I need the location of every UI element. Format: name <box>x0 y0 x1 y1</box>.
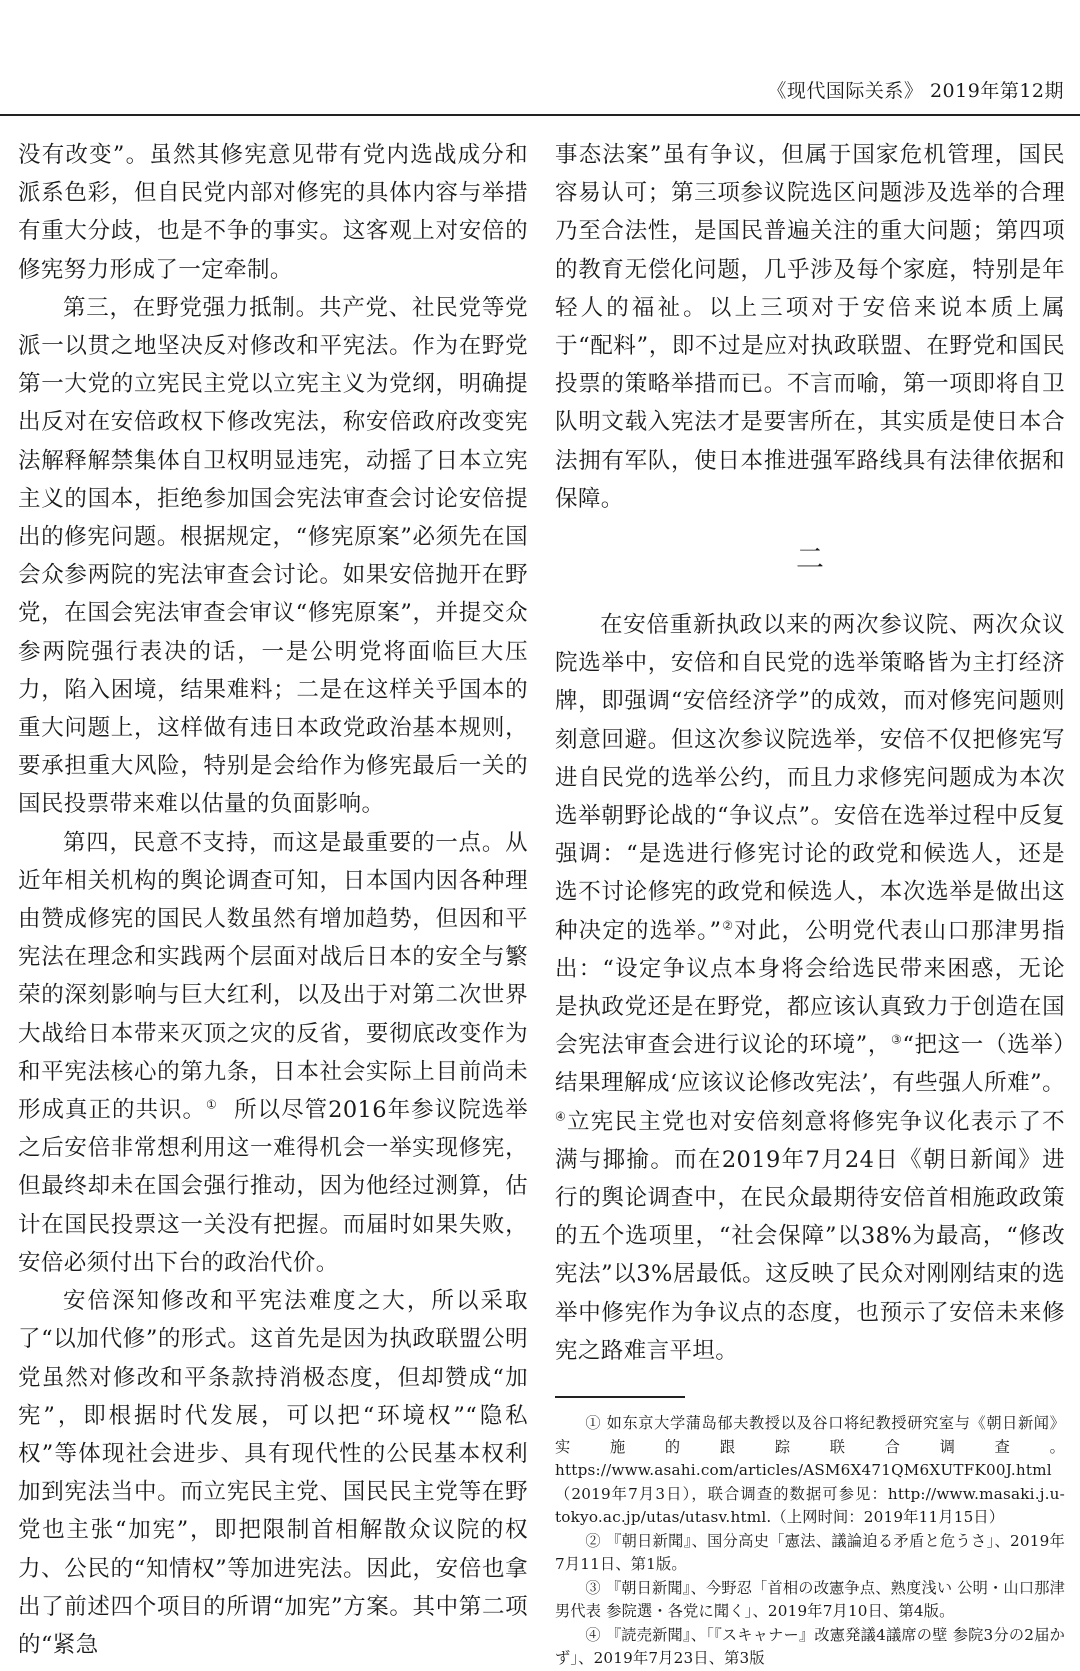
paragraph-election <box>555 606 1065 1370</box>
footnote-1: ① 如东京大学蒲岛郁夫教授以及谷口将纪教授研究室与《朝日新闻》实施的跟踪联合调查。https://www.asahi.com/articles/ASM6X471QM6XUTFK00J.html（2019年7月3日），联合调查的数据可参见：http://www.masaki.j.u-tokyo.ac.jp/utas/utasv.html.（上网时间：2019年11月15日） <box>555 1414 1065 1527</box>
right-column <box>555 136 1065 1671</box>
footnote-ref-2[interactable]: ② <box>721 918 735 933</box>
footnote-ref-4[interactable]: ④ <box>555 1109 568 1124</box>
paragraph-public-opinion-text: 第四，民意不支持，而这是最重要的一点。从近年相关机构的舆论调查可知，日本国内因各种理由赞成修宪的国民人数虽然有增加趋势，但因和平宪法在理念和实践两个层面对战后日本的安全与繁荣的深刻影响与巨大红利，以及出于对第二次世界大战给日本带来灭顶之灾的反省，要彻底改变作为和平宪法核心的第九条，日本社会实际上目前尚未形成真正的共识。 <box>18 829 528 1124</box>
left-column <box>18 136 528 1664</box>
paragraph-election-part-2: 对此，公明党代表山口那津男指出：“设定争议点本身将会给选民带来困惑，无论是执政党还是在野党，都应该认真致力于创造在国会宪法审查会进行议论的环境”， <box>555 917 1065 1059</box>
paragraph-public-opinion <box>18 824 528 1282</box>
header-rule <box>0 114 1080 116</box>
footnote-rule <box>555 1396 685 1398</box>
paragraph-public-opinion-cont: 所以尽管2016年参议院选举之后安倍非常想利用这一难得机会一举实现修宪，但最终却未在国会强行推动，因为他经过测算，估计在国民投票这一关没有把握。而届时如果失败，安倍必须付出下台的政治代价。 <box>18 1097 528 1276</box>
section-heading: 二 <box>795 542 824 576</box>
paragraph-add-amendment: 安倍深知修改和平宪法难度之大，所以采取了“以加代修”的形式。这首先是因为执政联盟公明党虽然对修改和平条款持消极态度，但却赞成“加宪”，即根据时代发展，可以把“环境权”“隐私权”等体现社会进步、具有现代性的公民基本权利加到宪法当中。而立宪民主党、国民民主党等在野党也主张“加宪”，即把限制首相解散众议院的权力、公民的“知情权”等加进宪法。因此，安倍也拿出了前述四个项目的所谓“加宪”方案。其中第二项的“紧急 <box>18 1288 528 1658</box>
paragraph-continuation: 没有改变”。虽然其修宪意见带有党内选战成分和派系色彩，但自民党内部对修宪的具体内容与举措有重大分歧，也是不争的事实。这客观上对安倍的修宪努力形成了一定牵制。 <box>18 142 528 283</box>
journal-header: 《现代国际关系》 2019年第12期 <box>767 80 1064 102</box>
paragraph-election-part-3: “把这一（选举）结果理解成‘应该议论修改宪法’，有些强人所难”。 <box>555 1032 1065 1097</box>
footnote-2: ② 『朝日新聞』、国分高史「憲法、議論迫る矛盾と危うさ」、2019年7月11日、第1版。 <box>555 1531 1065 1574</box>
paragraph-election-part-4: 立宪民主党也对安倍刻意将修宪争议化表示了不满与揶揄。而在2019年7月24日《朝日新闻》进行的舆论调查中，在民众最期待安倍首相施政政策的五个选项里，“社会保障”以38%为最高，“修改宪法”以3%居最低。这反映了民众对刚刚结束的选举中修宪作为争议点的态度，也预示了安倍未来修宪之路难言平坦。 <box>555 1108 1065 1364</box>
footnote-ref-3[interactable]: ③ <box>891 1032 903 1047</box>
footnote-4: ④ 『読売新聞』、「『スキャナー』改憲発議4議席の壁 参院3分の2届かず」、2019年7月23日、第3版 <box>555 1625 1065 1668</box>
paragraph-opposition: 第三，在野党强力抵制。共产党、社民党等党派一以贯之地坚决反对修改和平宪法。作为在野党第一大党的立宪民主党以立宪主义为党纲，明确提出反对在安倍政权下修改宪法，称安倍政府改变宪法解释解禁集体自卫权明显违宪，动摇了日本立宪主义的国本，拒绝参加国会宪法审查会讨论安倍提出的修宪问题。根据规定，“修宪原案”必须先在国会众参两院的宪法审查会讨论。如果安倍抛开在野党，在国会宪法审查会审议“修宪原案”，并提交众参两院强行表决的话，一是公明党将面临巨大压力，陷入困境，结果难料；二是在这样关乎国本的重大问题上，这样做有违日本政党政治基本规则，要承担重大风险，特别是会给作为修宪最后一关的国民投票带来难以估量的负面影响。 <box>18 294 528 818</box>
paragraph-right-top: 事态法案”虽有争议，但属于国家危机管理，国民容易认可；第三项参议院选区问题涉及选举的合理乃至合法性，是国民普遍关注的重大问题；第四项的教育无偿化问题，几乎涉及每个家庭，特别是年轻人的福祉。以上三项对于安倍来说本质上属于“配料”，即不过是应对执政联盟、在野党和国民投票的策略举措而已。不言而喻，第一项即将自卫队明文载入宪法才是要害所在，其实质是使日本合法拥有军队，使日本推进强军路线具有法律依据和保障。 <box>555 142 1065 512</box>
paragraph-election-part-1: 在安倍重新执政以来的两次参议院、两次众议院选举中，安倍和自民党的选举策略皆为主打经济牌，即强调“安倍经济学”的成效，而对修宪问题则刻意回避。但这次参议院选举，安倍不仅把修宪写进自民党的选举公约，而且力求修宪问题成为本次选举朝野论战的“争议点”。安倍在选举过程中反复强调：“是选进行修宪讨论的政党和候选人，还是选不讨论修宪的政党和候选人，本次选举是做出这种决定的选举。” <box>555 612 1065 944</box>
footnote-3: ③ 『朝日新聞』、今野忍「首相の改憲争点、熟度浅い 公明・山口那津男代表 参院選・各党に聞く」、2019年7月10日、第4版。 <box>555 1578 1065 1621</box>
footnote-ref-1[interactable]: ① <box>206 1097 218 1112</box>
